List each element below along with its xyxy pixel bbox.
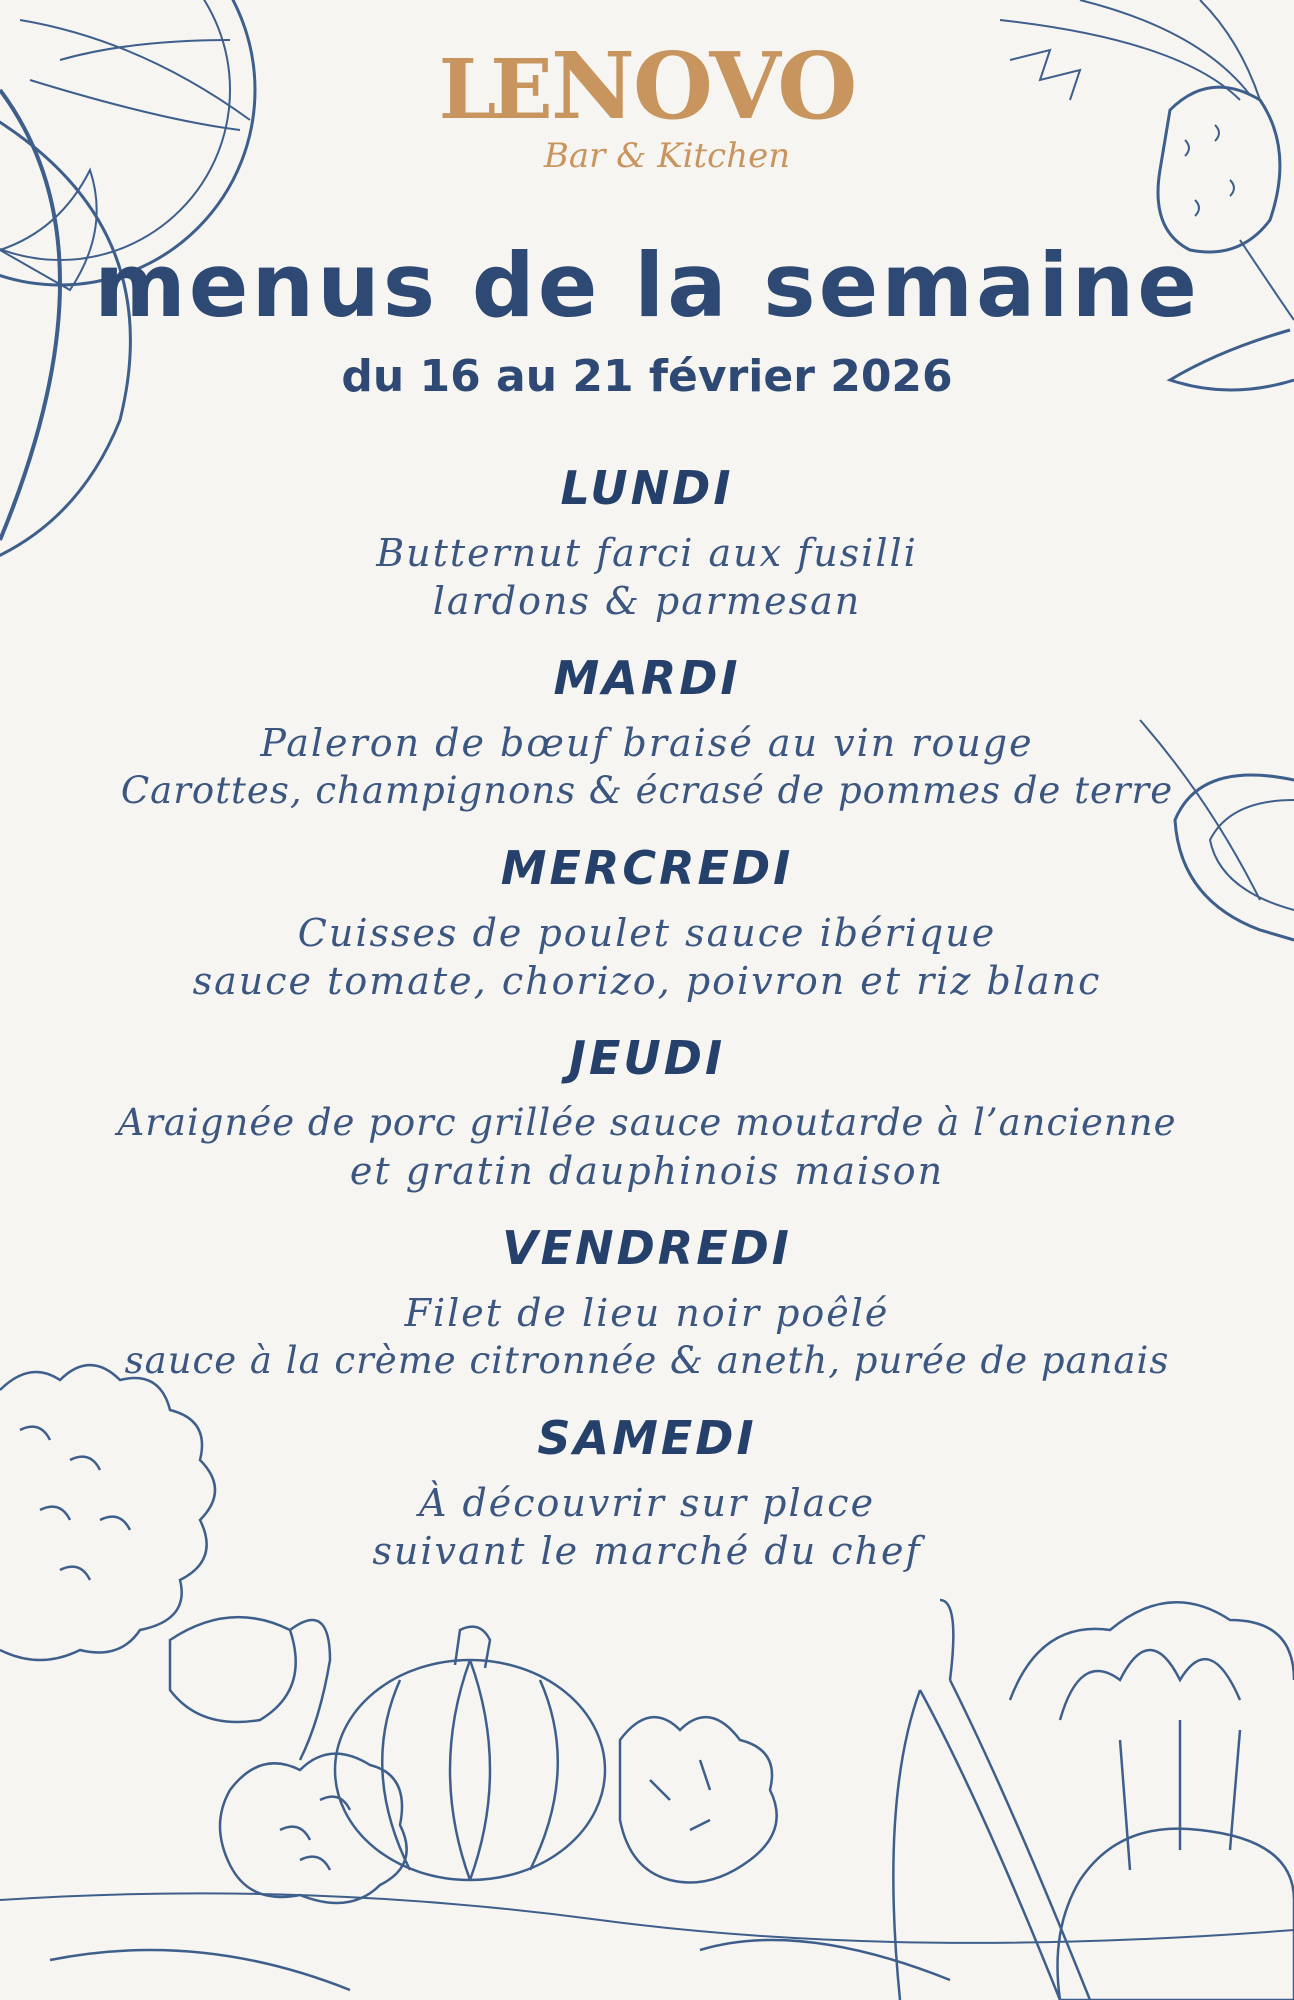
day-name: MARDI	[553, 651, 741, 705]
date-range: du 16 au 21 février 2026	[341, 351, 953, 402]
dish-line-2: et gratin dauphinois maison	[349, 1149, 945, 1193]
restaurant-logo	[0, 32, 1294, 176]
dish-line-1: Butternut farci aux fusilli	[376, 531, 918, 575]
dish-line-1: Paleron de bœuf braisé au vin rouge	[260, 721, 1034, 765]
logo-tagline: Bar & Kitchen	[543, 136, 791, 176]
menu-day-vendredi	[0, 1221, 1294, 1385]
dish-line-2: sauce à la crème citronnée & aneth, purée de panais	[124, 1339, 1170, 1382]
day-name: VENDREDI	[502, 1221, 792, 1275]
dish-line-2: Carottes, champignons & écrasé de pommes de terre	[120, 769, 1174, 812]
day-name: JEUDI	[568, 1031, 726, 1085]
day-name: MERCREDI	[500, 841, 794, 895]
logo-novo: NOVO	[550, 32, 856, 140]
logo-le: LE	[438, 42, 547, 138]
dish-line-2: sauce tomate, chorizo, poivron et riz blanc	[192, 959, 1102, 1003]
day-name: LUNDI	[560, 461, 734, 515]
dish-line-1: Araignée de porc grillée sauce moutarde à l’ancienne	[117, 1101, 1177, 1144]
menu-day-lundi	[0, 461, 1294, 625]
menu-day-mardi	[0, 651, 1294, 815]
dish-line-1: Cuisses de poulet sauce ibérique	[297, 911, 997, 955]
menu-day-samedi	[0, 1411, 1294, 1575]
logo-wordmark	[0, 32, 1294, 140]
dish-line-2: suivant le marché du chef	[372, 1529, 922, 1573]
menu-day-jeudi	[0, 1031, 1294, 1195]
dish-line-2: lardons & parmesan	[432, 579, 862, 623]
menu-day-mercredi	[0, 841, 1294, 1005]
dish-line-1: À découvrir sur place	[418, 1481, 876, 1525]
page-title: menus de la semaine	[94, 234, 1200, 337]
dish-line-1: Filet de lieu noir poêlé	[404, 1291, 890, 1335]
day-name: SAMEDI	[537, 1411, 757, 1465]
